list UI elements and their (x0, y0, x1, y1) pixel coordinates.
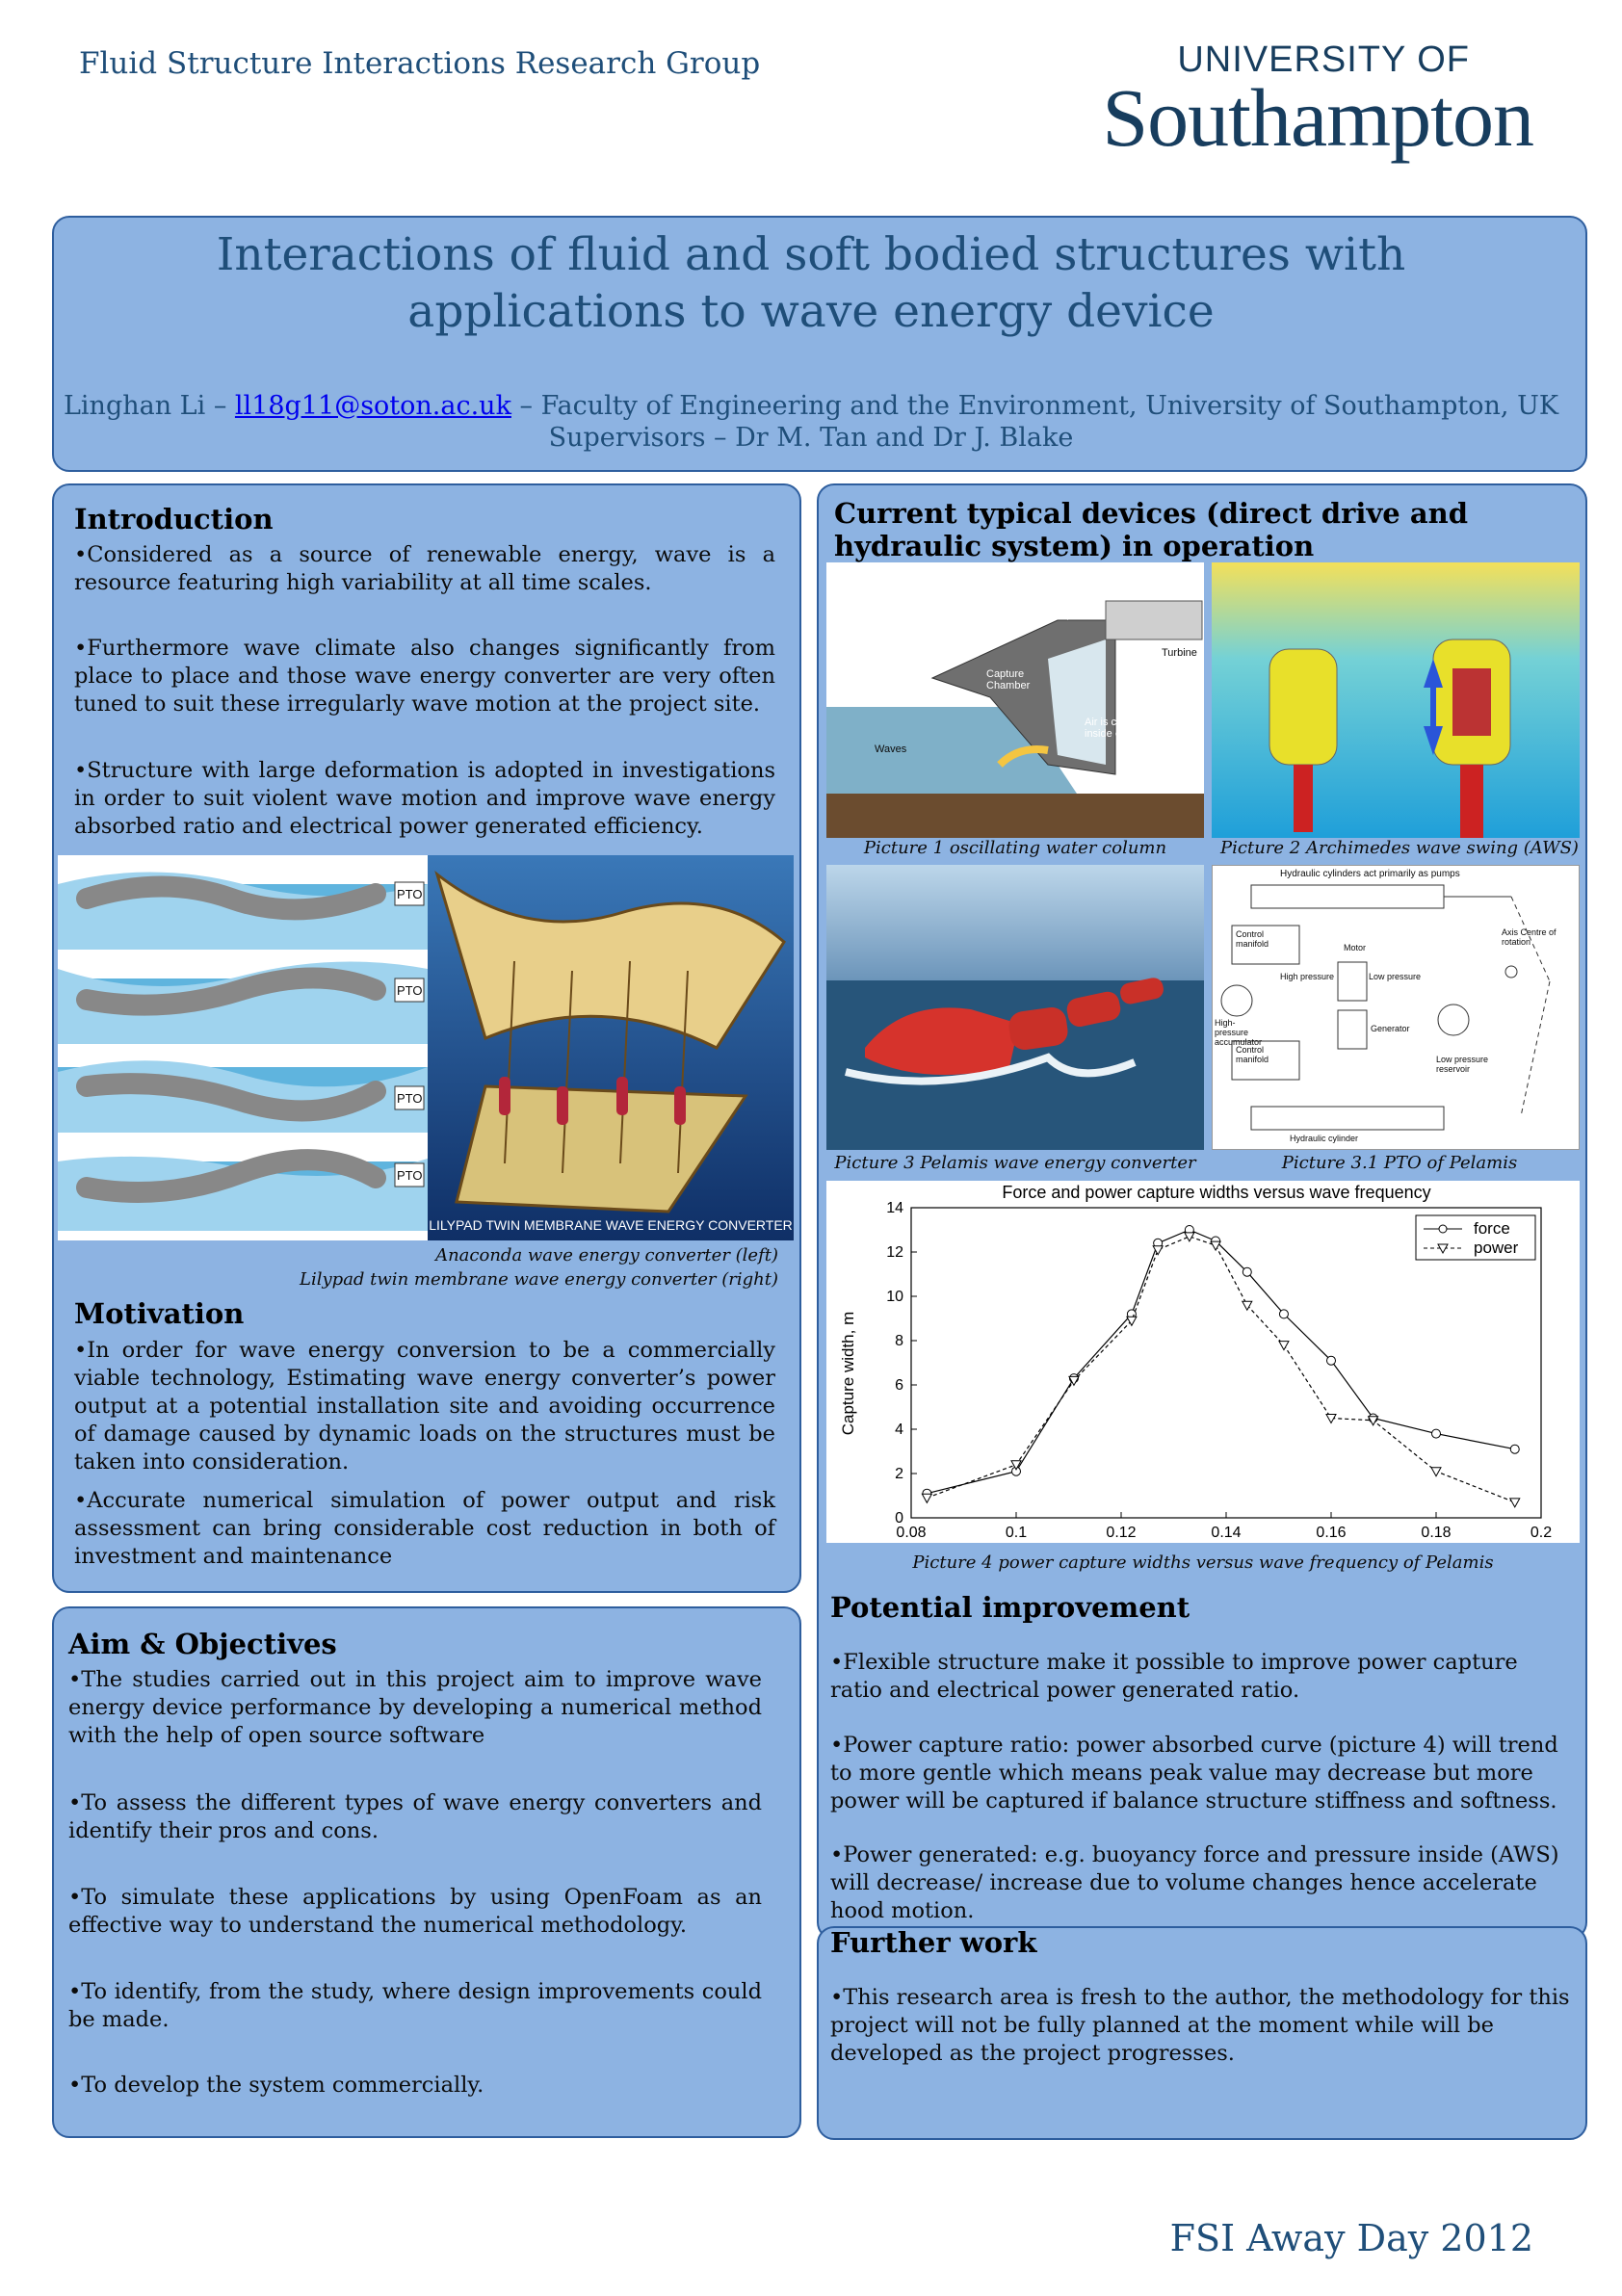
picture-3-pelamis (826, 865, 1204, 1150)
picture-1-owc (826, 562, 1204, 838)
picture-4-chart (826, 1181, 1580, 1543)
potential-heading: Potential improvement (830, 1591, 1190, 1624)
series-line-force (927, 1230, 1514, 1494)
picture-1-caption: Picture 1 oscillating water column (863, 838, 1167, 858)
point-force (1432, 1429, 1441, 1438)
aims-paragraph-5: •To develop the system commercially. (68, 2073, 484, 2098)
author-email-link[interactable]: ll18g11@soton.ac.uk (234, 391, 511, 421)
pto-gen-label: Generator (1371, 1024, 1410, 1033)
poster-title: Interactions of fluid and soft bodied structures with applications to wave energy device (216, 228, 1406, 338)
lilypad-caption: Lilypad twin membrane wave energy converter (right) (300, 1269, 778, 1290)
aws-illustration (1212, 562, 1580, 838)
devices-heading: Current typical devices (direct drive and hydraulic system) in operation (834, 497, 1468, 562)
owc-capture-label: Capture Chamber (986, 668, 1031, 691)
intro-paragraph-2: •Furthermore wave climate also changes significantly from place to place and those wave energy converter are very often tuned to suit these irregularly wave motion at the project site. (74, 636, 775, 717)
pto-hp-label: High pressure (1280, 972, 1335, 981)
motivation-paragraph-1: •In order for wave energy conversion to be a commercially viable technology, Estimating wave energy converter’s power output at a potential installation site and avoiding occurrence of damage caused by dynamic loads on the structures must be taken into consideration. (74, 1338, 775, 1474)
pto-motor-label: Motor (1344, 943, 1367, 952)
anaconda-image (58, 855, 428, 1240)
picture-2-aws (1212, 562, 1580, 838)
potential-paragraph-1: •Flexible structure make it possible to improve power capture ratio and electrical power generated ratio. (830, 1650, 1518, 1703)
supervisors: Supervisors – Dr M. Tan and Dr J. Blake (548, 423, 1074, 453)
legend-label-power: power (1474, 1239, 1519, 1257)
anaconda-illustration (58, 855, 428, 1240)
point-force (1327, 1356, 1336, 1365)
further-heading: Further work (830, 1926, 1037, 1959)
point-force (1510, 1445, 1519, 1453)
owc-air-label: Air is compressed inside chamber (1085, 717, 1169, 740)
anaconda-caption: Anaconda wave energy converter (left) (435, 1245, 778, 1265)
aims-paragraph-3: •To simulate these applications by using OpenFoam as an effective way to understand the numerical methodology. (68, 1885, 762, 1938)
pto-res-label: Low pressure reservoir (1436, 1055, 1489, 1074)
chart-ylabel: Capture width, m (839, 1311, 857, 1436)
owc-turbine-label: Turbine (1162, 647, 1197, 659)
logo-line2: Southampton (1102, 71, 1533, 164)
pto-label-1: PTO (397, 887, 423, 901)
y-tick-label: 6 (895, 1377, 903, 1394)
picture-3-caption: Picture 3 Pelamis wave energy converter (834, 1153, 1196, 1173)
anaconda-frame-3 (58, 1060, 428, 1133)
point-power (1185, 1233, 1194, 1241)
author-name: Linghan Li – (63, 391, 227, 421)
point-power (1211, 1241, 1220, 1250)
anaconda-frame-1 (58, 873, 428, 951)
y-tick-label: 0 (895, 1510, 903, 1526)
intro-paragraph-3: •Structure with large deformation is adopted in investigations in order to suit violent wave motion and improve wave energy absorbed ratio and electrical power generated efficiency. (74, 758, 775, 839)
x-tick-label: 0.12 (1106, 1525, 1137, 1541)
owc-illustration (826, 562, 1204, 838)
motivation-heading: Motivation (74, 1297, 245, 1330)
aims-paragraph-1: •The studies carried out in this project aim to improve wave energy device performance by developing a numerical method with the help of open source software (68, 1667, 762, 1748)
pto-axis-label: Axis Centre of rotation (1502, 927, 1557, 947)
aims-paragraph-4: •To identify, from the study, where design improvements could be made. (68, 1979, 762, 2032)
y-tick-label: 4 (895, 1422, 903, 1438)
point-power (1243, 1301, 1252, 1310)
authors-block (0, 390, 1622, 454)
pelamis-illustration (826, 865, 1204, 1150)
introduction-heading: Introduction (74, 503, 274, 535)
potential-paragraph-3: •Power generated: e.g. buoyancy force and pressure inside (AWS) will decrease/ increase due to volume changes hence accelerate hood motion. (830, 1842, 1559, 1923)
pto-lp-label: Low pressure (1369, 972, 1422, 981)
y-tick-label: 14 (886, 1200, 903, 1216)
picture-3-1-caption: Picture 3.1 PTO of Pelamis (1281, 1153, 1518, 1173)
logo-line1: UNIVERSITY OF (1177, 39, 1470, 80)
legend-marker-force (1439, 1225, 1447, 1233)
lilypad-label: LILYPAD TWIN MEMBRANE WAVE ENERGY CONVERTER (429, 1217, 793, 1233)
chart-title: Force and power capture widths versus wave frequency (1002, 1183, 1431, 1202)
lilypad-image (428, 855, 794, 1240)
picture-3-1-pto (1212, 865, 1580, 1150)
event-footer: FSI Away Day 2012 (1169, 2217, 1533, 2259)
y-tick-label: 10 (886, 1289, 903, 1305)
x-tick-label: 0.14 (1211, 1525, 1242, 1541)
pto-label-4: PTO (397, 1168, 423, 1183)
point-power (1279, 1342, 1289, 1350)
x-tick-label: 0.08 (896, 1525, 927, 1541)
author-line (0, 390, 1622, 422)
pto-cm2-label: Control manifold (1236, 1045, 1269, 1064)
picture-4-caption: Picture 4 power capture widths versus wave frequency of Pelamis (912, 1552, 1494, 1573)
y-tick-label: 8 (895, 1333, 903, 1349)
pto-label-2: PTO (397, 983, 423, 998)
university-logo (1033, 39, 1533, 164)
pto-cm1-label: Control manifold (1236, 929, 1269, 949)
pto-acc-label: High-pressure accumulator (1215, 1018, 1263, 1047)
intro-paragraph-1: •Considered as a source of renewable energy, wave is a resource featuring high variability at all time scales. (74, 542, 775, 595)
point-power (922, 1494, 931, 1502)
pto-label-3: PTO (397, 1091, 423, 1106)
aims-heading: Aim & Objectives (68, 1628, 337, 1660)
point-power (1127, 1317, 1137, 1325)
pto-cyl-label: Hydraulic cylinder (1290, 1134, 1359, 1143)
y-tick-label: 2 (895, 1466, 903, 1482)
point-force (1279, 1310, 1288, 1318)
point-power (1431, 1468, 1441, 1476)
group-name: Fluid Structure Interactions Research Group (79, 46, 761, 81)
further-paragraph: •This research area is fresh to the author, the methodology for this project will not be fully planned at the moment while will be developed as the project progresses. (830, 1985, 1570, 2066)
legend-label-force: force (1474, 1219, 1510, 1238)
y-tick-label: 12 (886, 1244, 903, 1261)
owc-waves-label: Waves (875, 744, 907, 755)
anaconda-frame-2 (58, 961, 428, 1044)
aims-paragraph-2: •To assess the different types of wave energy converters and identify their pros and cons. (68, 1790, 762, 1843)
potential-paragraph-2: •Power capture ratio: power absorbed curve (picture 4) will trend to more gentle which means peak value may decrease but more power will be captured if balance structure stiffness and softness. (830, 1733, 1558, 1813)
lilypad-illustration (428, 855, 794, 1240)
x-tick-label: 0.2 (1530, 1525, 1553, 1541)
pto-top-label: Hydraulic cylinders act primarily as pumps (1280, 869, 1460, 879)
pto-schematic (1213, 866, 1579, 1149)
author-affiliation: – Faculty of Engineering and the Environment, University of Southampton, UK (519, 391, 1558, 421)
point-power (1510, 1499, 1520, 1507)
chart-legend (1416, 1215, 1535, 1260)
capture-width-chart (826, 1181, 1580, 1543)
anaconda-frame-4 (58, 1157, 428, 1231)
picture-2-caption: Picture 2 Archimedes wave swing (AWS) (1220, 838, 1579, 858)
motivation-paragraph-2: •Accurate numerical simulation of power output and risk assessment can bring considerable cost reduction in both of investment and maintenance (74, 1488, 775, 1569)
x-tick-label: 0.1 (1005, 1525, 1028, 1541)
x-tick-label: 0.16 (1316, 1525, 1347, 1541)
x-tick-label: 0.18 (1421, 1525, 1452, 1541)
point-force (1243, 1267, 1251, 1276)
